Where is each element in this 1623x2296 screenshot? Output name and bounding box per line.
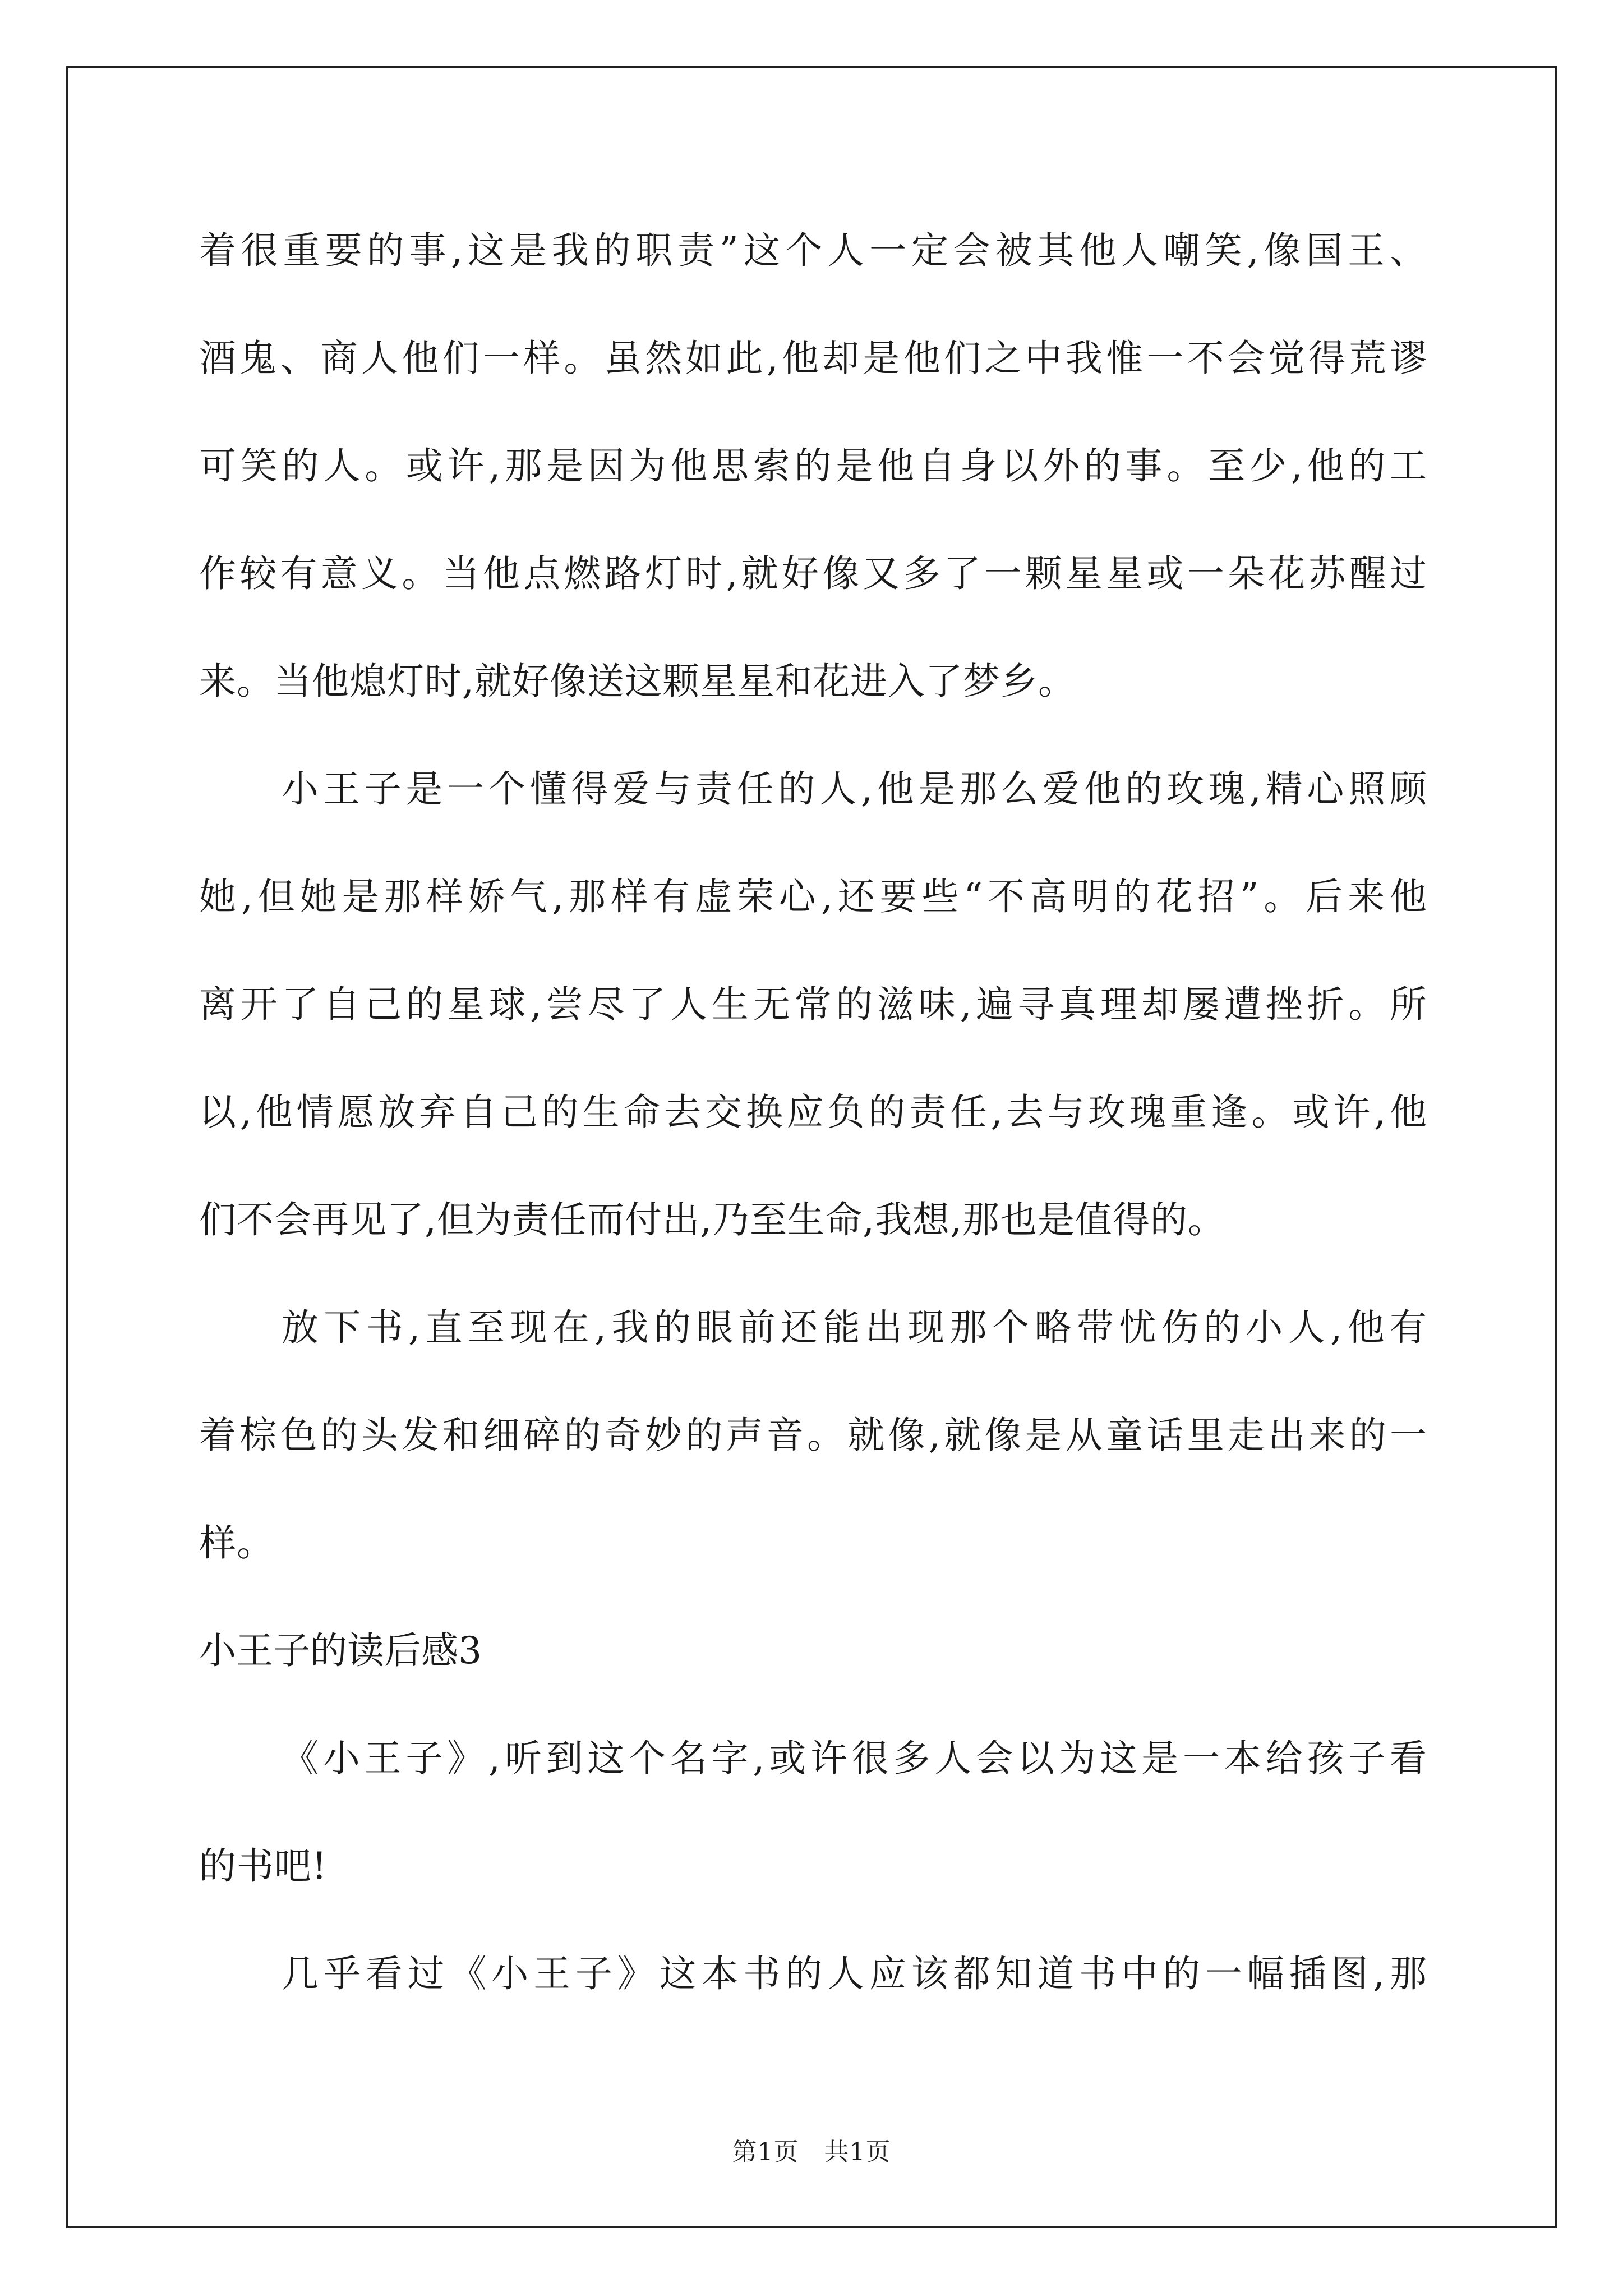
section-heading: 小王子的读后感3	[199, 1629, 482, 1672]
text-line: 样。	[199, 1521, 274, 1565]
text-line: 以,他情愿放弃自己的生命去交换应负的责任,去与玫瑰重逢。或许,他	[199, 1091, 1427, 1134]
text-line: 着很重要的事,这是我的职责”这个人一定会被其他人嘲笑,像国王、	[199, 229, 1427, 272]
text-line: 离开了自己的星球,尝尽了人生无常的滋味,遍寻真理却屡遭挫折。所	[199, 983, 1427, 1026]
paragraph-first-line: 《小王子》,听到这个名字,或许很多人会以为这是一本给孩子看	[282, 1737, 1427, 1780]
text-line: 着棕色的头发和细碎的奇妙的声音。就像,就像是从童话里走出来的一	[199, 1414, 1427, 1457]
paragraph-first-line: 几乎看过《小王子》这本书的人应该都知道书中的一幅插图,那	[282, 1952, 1427, 1995]
paragraph-first-line: 放下书,直至现在,我的眼前还能出现那个略带忧伤的小人,他有	[282, 1306, 1427, 1349]
page-footer: 第1页 共1页	[732, 2138, 891, 2166]
text-line: 她,但她是那样娇气,那样有虚荣心,还要些“不高明的花招”。后来他	[199, 875, 1427, 918]
document-body	[199, 209, 1427, 2040]
text-line: 酒鬼、商人他们一样。虽然如此,他却是他们之中我惟一不会觉得荒谬	[199, 337, 1427, 380]
text-line: 作较有意义。当他点燃路灯时,就好像又多了一颗星星或一朵花苏醒过	[199, 552, 1427, 595]
text-line: 可笑的人。或许,那是因为他思索的是他自身以外的事。至少,他的工	[199, 444, 1427, 487]
text-line: 们不会再见了,但为责任而付出,乃至生命,我想,那也是值得的。	[199, 1198, 1225, 1241]
paragraph-first-line: 小王子是一个懂得爱与责任的人,他是那么爱他的玫瑰,精心照顾	[282, 767, 1427, 811]
text-line: 的书吧!	[199, 1844, 328, 1888]
text-line: 来。当他熄灯时,就好像送这颗星星和花进入了梦乡。	[199, 660, 1076, 703]
